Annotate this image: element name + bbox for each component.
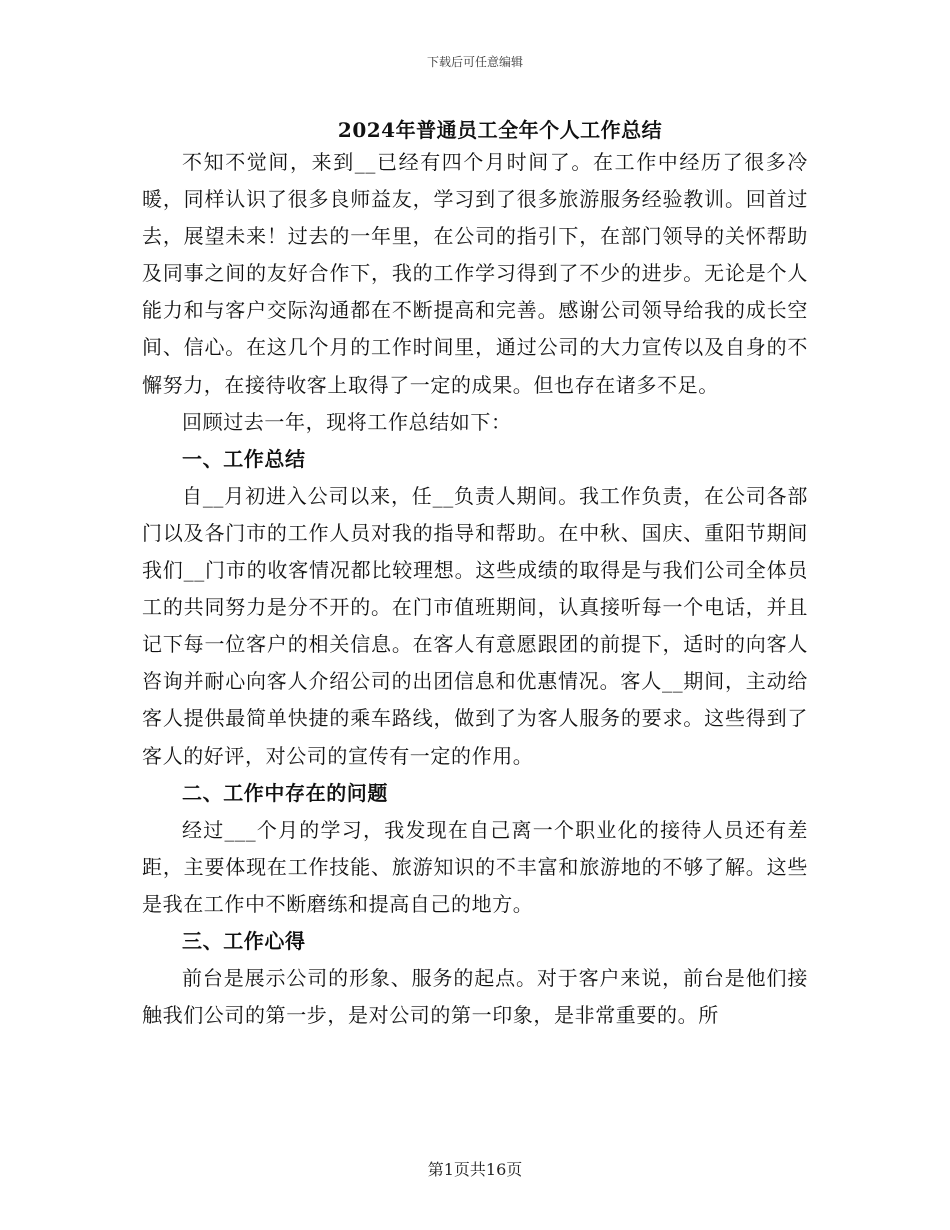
header-note: 下载后可任意编辑 xyxy=(426,55,523,69)
section-heading: 三、工作心得 xyxy=(182,928,306,953)
section-heading: 一、工作总结 xyxy=(182,446,306,471)
section-paragraph: 前台是展示公司的形象、服务的起点。对于客户来说，前台是他们接触我们公司的第一步，是对公司的第一印象，是非常重要的。所 xyxy=(142,966,808,1028)
document-title: 2024年普通员工全年个人工作总结 xyxy=(337,118,663,142)
section-paragraph: 自__月初进入公司以来，任__负责人期间。我工作负责，在公司各部门以及各门市的工作人员对我的指导和帮助。在中秋、国庆、重阳节期间我们__门市的收客情况都比较理想。这些成绩的取得是与我们公司全体员工的共同努力是分不开的。在门市值班期间，认真接听每一个电话，并且记下每一位客户的相关信息。在客人有意愿跟团的前提下，适时的向客人咨询并耐心向客人介绍公司的出团信息和优惠情况。客人__期间，主动给客人提供最简单快捷的乘车路线，做到了为客人服务的要求。这些得到了客人的好评，对公司的宣传有一定的作用。 xyxy=(142,483,808,768)
page-number: 第1页共16页 xyxy=(427,1160,523,1179)
intro-lead-in: 回顾过去一年，现将工作总结如下： xyxy=(182,409,512,434)
section-heading: 二、工作中存在的问题 xyxy=(182,780,388,805)
intro-paragraph: 不知不觉间，来到__已经有四个月时间了。在工作中经历了很多冷暖，同样认识了很多良师益友，学习到了很多旅游服务经验教训。回首过去，展望未来！过去的一年里，在公司的指引下，在部门领导的关怀帮助及同事之间的友好合作下，我的工作学习得到了不少的进步。无论是个人能力和与客户交际沟通都在不断提高和完善。感谢公司领导给我的成长空间、信心。在这几个月的工作时间里，通过公司的大力宣传以及自身的不懈努力，在接待收客上取得了一定的成果。但也存在诸多不足。 xyxy=(142,150,808,397)
document-body xyxy=(142,144,808,1034)
section-paragraph: 经过___个月的学习，我发现在自己离一个职业化的接待人员还有差距，主要体现在工作技能、旅游知识的不丰富和旅游地的不够了解。这些是我在工作中不断磨练和提高自己的地方。 xyxy=(142,817,808,916)
